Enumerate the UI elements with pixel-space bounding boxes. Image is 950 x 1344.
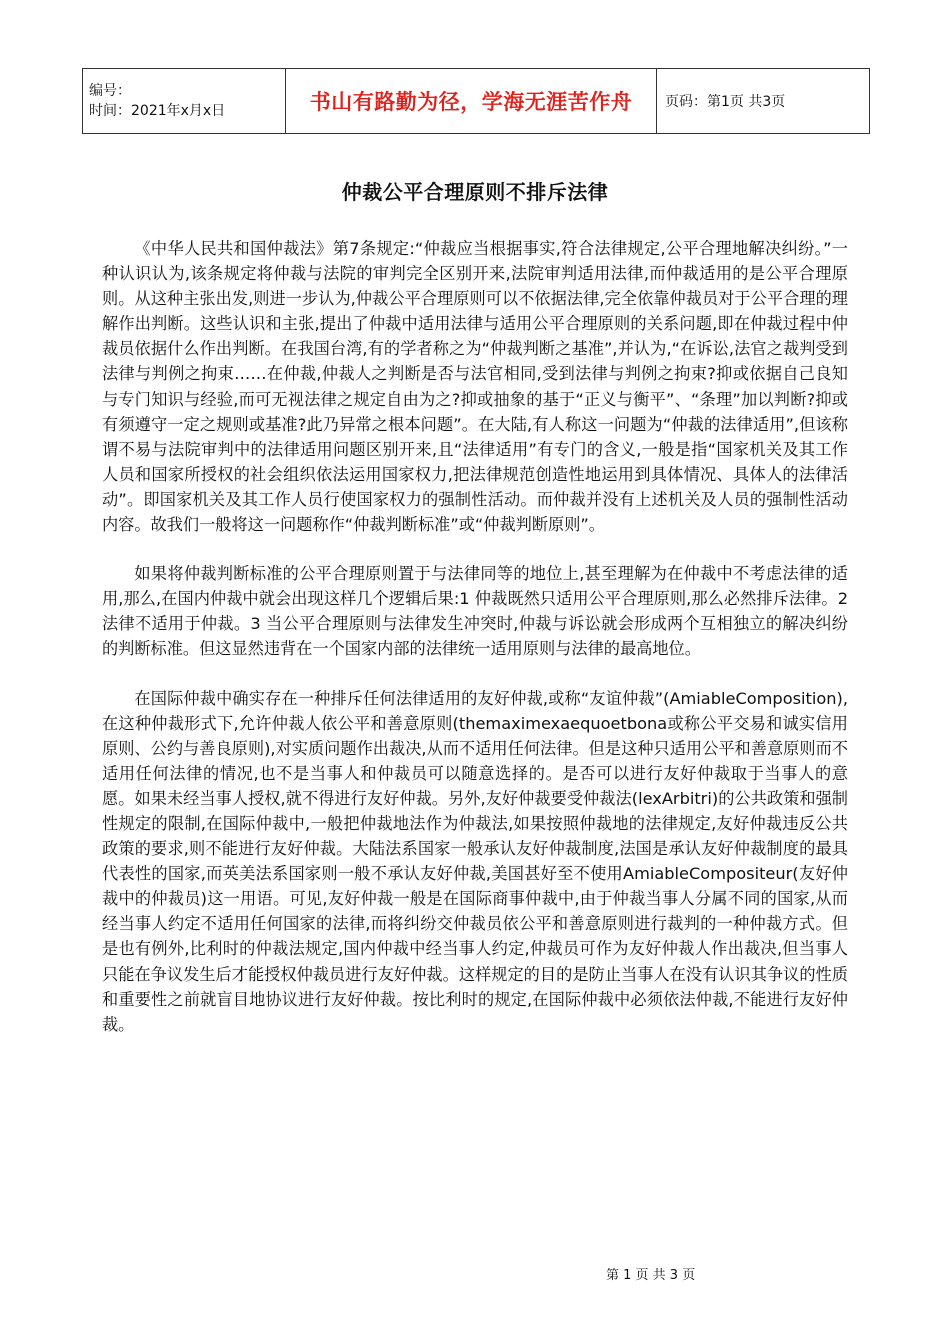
footer-page-number: 第 1 页 共 3 页 (606, 1268, 696, 1283)
header-page-info: 页码：第1页 共3页 (657, 69, 870, 134)
document-number-label: 编号： (89, 83, 131, 99)
document-title: 仲裁公平合理原则不排斥法律 (341, 180, 609, 204)
header-meta-cell (83, 69, 286, 134)
document-date-label: 时间：2021年x月x日 (89, 103, 226, 119)
document-header-table (82, 68, 870, 134)
body-paragraph-2: 如果将仲裁判断标准的公平合理原则置于与法律同等的地位上,甚至理解为在仲裁中不考虑法律的适用,那么,在国内仲裁中就会出现这样几个逻辑后果:1 仲裁既然只适用公平合理原则,那么必然排斥法律。2 法律不适用于仲裁。3 当公平合理原则与法律发生冲突时,仲裁与诉讼就会形成两个互相独立的解决纠纷的判断标准。但这显然违背在一个国家内部的法律统一适用原则与法律的最高地位。 (102, 564, 848, 659)
body-paragraph-3: 在国际仲裁中确实存在一种排斥任何法律适用的友好仲裁,或称“友谊仲裁”(AmiableComposition),在这种仲裁形式下,允许仲裁人依公平和善意原则(themaximexaequoetbona或称公平交易和诚实信用原则、公约与善良原则),对实质问题作出裁决,从而不适用任何法律。但是这种只适用公平和善意原则而不适用任何法律的情况,也不是当事人和仲裁员可以随意选择的。是否可以进行友好仲裁取于当事人的意愿。如果未经当事人授权,就不得进行友好仲裁。另外,友好仲裁要受仲裁法(lexArbitri)的公共政策和强制性规定的限制,在国际仲裁中,一般把仲裁地法作为仲裁法,如果按照仲裁地的法律规定,友好仲裁违反公共政策的要求,则不能进行友好仲裁。大陆法系国家一般承认友好仲裁制度,法国是承认友好仲裁制度的最具代表性的国家,而英美法系国家则一般不承认友好仲裁,美国甚好至不使用AmiableCompositeur(友好仲裁中的仲裁员)这一用语。可见,友好仲裁一般是在国际商事仲裁中,由于仲裁当事人分属不同的国家,从而经当事人约定不适用任何国家的法律,而将纠纷交仲裁员依公平和善意原则进行裁判的一种仲裁方式。但是也有例外,比利时的仲裁法规定,国内仲裁中经当事人约定,仲裁员可作为友好仲裁人作出裁决,但当事人只能在争议发生后才能授权仲裁员进行友好仲裁。这样规定的目的是防止当事人在没有认识其争议的性质和重要性之前就盲目地协议进行友好仲裁。按比利时的规定,在国际仲裁中必须依法仲裁,不能进行友好仲裁。 (102, 688, 848, 1034)
document-body (102, 236, 848, 1061)
header-motto: 书山有路勤为径，学海无涯苦作舟 (286, 69, 657, 134)
body-paragraph-1: 《中华人民共和国仲裁法》第7条规定:“仲裁应当根据事实,符合法律规定,公平合理地解决纠纷。”一种认识认为,该条规定将仲裁与法院的审判完全区别开来,法院审判适用法律,而仲裁适用的是公平合理原则。从这种主张出发,则进一步认为,仲裁公平合理原则可以不依据法律,完全依靠仲裁员对于公平合理的理解作出判断。这些认识和主张,提出了仲裁中适用法律与适用公平合理原则的关系问题,即在仲裁过程中仲裁员依据什么作出判断。在我国台湾,有的学者称之为“仲裁判断之基准”,并认为,“在诉讼,法官之裁判受到法律与判例之拘束……在仲裁,仲裁人之判断是否与法官相同,受到法律与判例之拘束?抑或依据自己良知与专门知识与经验,而可无视法律之规定自由为之?抑或抽象的基于“正义与衡平”、“条理”加以判断?抑或有须遵守一定之规则或基准?此乃异常之根本问题”。在大陆,有人称这一问题为“仲裁的法律适用”,但该称谓不易与法院审判中的法律适用问题区别开来,且“法律适用”有专门的含义,一般是指“国家机关及其工作人员和国家所授权的社会组织依法运用国家权力,把法律规范创造性地运用到具体情况、具体人的法律活动”。即国家机关及其工作人员行使国家权力的强制性活动。而仲裁并没有上述机关及人员的强制性活动内容。故我们一般将这一问题称作“仲裁判断标准”或“仲裁判断原则”。 (102, 239, 848, 535)
